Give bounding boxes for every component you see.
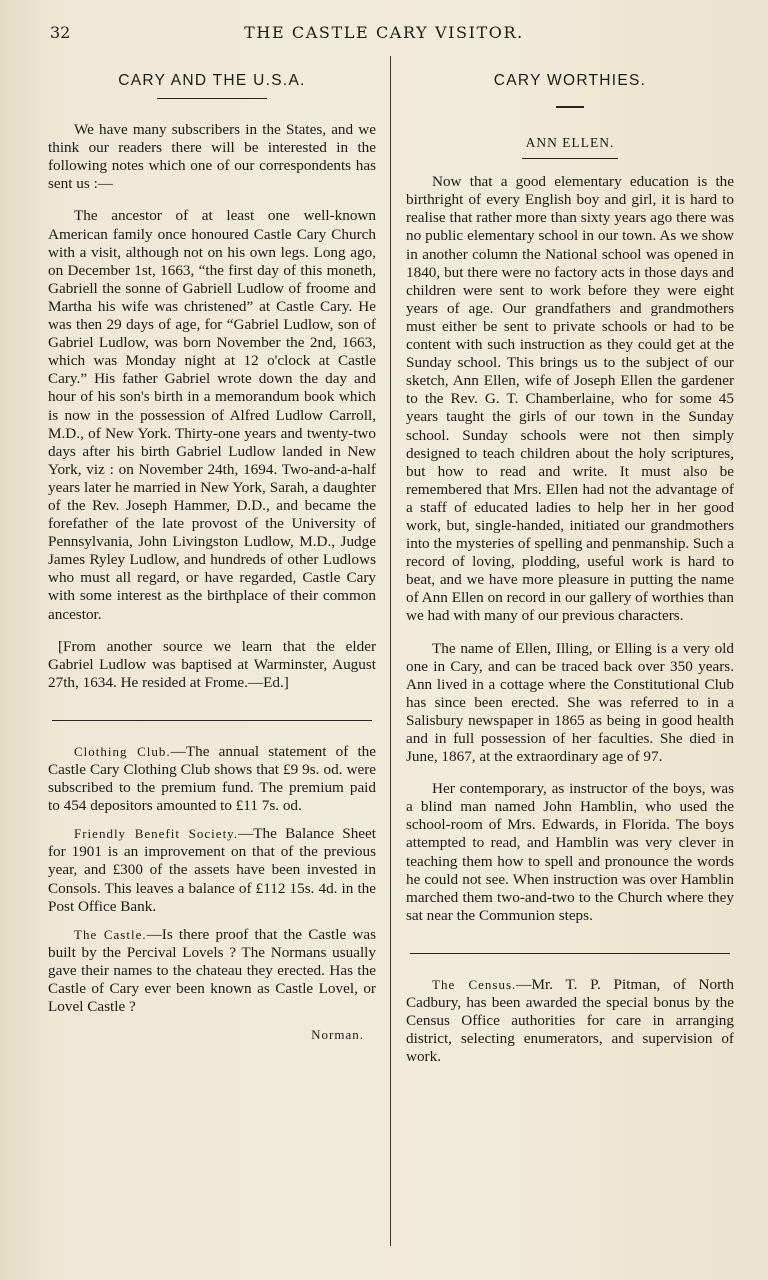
friendly-society-lead: Friendly Benefit Society. bbox=[74, 826, 239, 842]
left-column bbox=[48, 60, 376, 1044]
column-divider bbox=[390, 56, 391, 1246]
heading-dash bbox=[556, 106, 584, 108]
castle-paragraph bbox=[48, 926, 376, 1016]
subheading-ann-ellen: ANN ELLEN. bbox=[525, 135, 615, 151]
running-title: THE CASTLE CARY VISITOR. bbox=[244, 23, 524, 42]
clothing-club-lead: Clothing Club. bbox=[74, 743, 171, 759]
page-number: 32 bbox=[50, 23, 71, 42]
right-column bbox=[406, 60, 734, 1080]
census-paragraph bbox=[406, 976, 734, 1066]
heading-rule bbox=[157, 98, 267, 99]
clothing-club-paragraph bbox=[48, 743, 376, 815]
clothing-club-text: —The annual statement of the Castle Cary Clothing Club shows that £9 9s. od. were subscribed to the premium fund. The premium paid to 454 depositors amounted to £11 7s. od. bbox=[48, 742, 376, 815]
castle-lead: The Castle. bbox=[74, 926, 147, 942]
census-lead: The Census. bbox=[432, 976, 517, 992]
section-rule bbox=[52, 720, 372, 721]
census-rule bbox=[410, 953, 730, 954]
section-heading-cary-usa: CARY AND THE U.S.A. bbox=[118, 72, 306, 89]
page-header bbox=[0, 20, 768, 50]
ann-ellen-paragraph-1: Now that a good elementary education is the birthright of every English boy and girl, it is hard to realise that rather more than sixty years ago there was no public elementary school in our town. As we show in another column the National school was opened in 1840, but there were no factory acts in those days and children were sent to work before they were eight years of age. Our grandfathers and grandmothers must either be sent to private schools or had to be content with such instruction as they could get at the Sunday school. This brings us to the subject of our sketch, Ann Ellen, wife of Joseph Ellen the gardener to the Rev. G. T. Chamberlaine, who for some 45 years taught the girls of our town in the Sunday school. Sunday schools were not then simply designed to teach children about the holy scriptures, but how to read and write. It must also be remembered that Mrs. Ellen had not the advantage of a staff of educated ladies to help her in her good work, but, single-handed, initiated our grandmothers into the mysteries of spelling and penmanship. Such a record of loving, plodding, useful work is hard to beat, and we have more pleasure in putting the name of Ann Ellen on record in our gallery of worthies than we had with many of our previous characters. bbox=[406, 173, 734, 625]
section-heading-cary-worthies: CARY WORTHIES. bbox=[493, 72, 647, 89]
ludlow-paragraph: The ancestor of at least one well-known American family once honoured Castle Cary Church with a visit, although not on his own legs. Long ago, on December 1st, 1663, “the first day of this moneth, Gabriell the sonne of Gabriell Ludlow of froome and Martha his wife was christened” at Castle Cary. He was then 29 days of age, for “Gabriel Ludlow, son of Gabriel Ludlow, was born November the 2nd, 1663, which was Monday night at 12 o'clock at Castle Cary.” His father Gabriel wrote down the day and hour of his son's birth in a memorandum book which is now in the possession of Alfred Ludlow Carroll, M.D., of New York. Thirty-one years and twenty-two days after his birth Gabriel Ludlow landed in New York, viz : on November 24th, 1694. Two-and-a-half years later he married in New York, Sarah, a daughter of the Rev. Joseph Hammer, D.D., and became the forefather of the late provost of the University of Pennsylvania, John Livingston Ludlow, M.D., Judge James Ryley Ludlow, and hundreds of other Ludlows who must all regard, or have regarded, Castle Cary with some interest as the birthplace of their common ancestor. bbox=[48, 207, 376, 623]
subheading-rule bbox=[522, 158, 618, 159]
editor-note: [From another source we learn that the elder Gabriel Ludlow was baptised at Warminster, August 27th, 1634. He resided at Frome.—Ed.] bbox=[48, 637, 376, 691]
castle-text: —Is there proof that the Castle was built by the Percival Lovels ? The Normans usually gave their names to the chateau they erected. Has the Castle of Cary ever been known as Castle Lovel, or Lovel Castle ? bbox=[48, 925, 376, 1016]
friendly-society-paragraph bbox=[48, 825, 376, 915]
friendly-society-text: —The Balance Sheet for 1901 is an improvement on that of the previous year, and £300 of the assets have been invested in Consols. This leaves a balance of £112 15s. 4d. in the Post Office Bank. bbox=[48, 825, 377, 915]
intro-paragraph: We have many subscribers in the States, and we think our readers there will be interested in the following notes which one of our correspondents has sent us :— bbox=[48, 121, 376, 193]
ann-ellen-paragraph-2: The name of Ellen, Illing, or Elling is a very old one in Cary, and can be traced back over 350 years. Ann lived in a cottage where the Constitutional Club has since been erected. She was referred to in a Salisbury newspaper in 1865 as being in good health and in full possession of her faculties. She died in June, 1867, at the extraordinary age of 97. bbox=[406, 639, 734, 766]
ann-ellen-paragraph-3: Her contemporary, as instructor of the boys, was a blind man named John Hamblin, who used the school-room of Mrs. Edwards, in Florida. The boys attempted to read, and Hamblin was very clever in teaching them how to spell and pronounce the words he could not see. When instruction was over Hamblin marched them two-and-two to the Church where they sat near the Communion steps. bbox=[406, 780, 734, 924]
signoff-norman: Norman. bbox=[311, 1027, 364, 1043]
census-text: —Mr. T. P. Pitman, of North Cadbury, has been awarded the special bonus by the Census Office authorities for care in arranging district, selecting enumerators, and supervision of work. bbox=[406, 975, 734, 1066]
